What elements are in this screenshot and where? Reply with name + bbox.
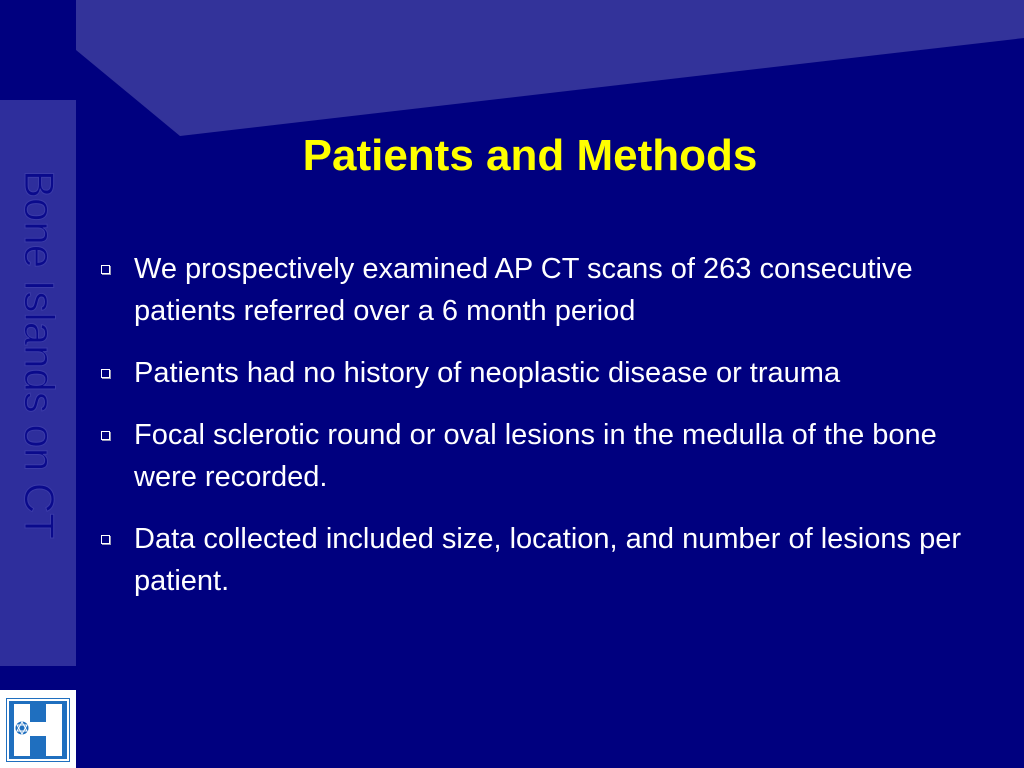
square-bullet-icon <box>101 535 110 544</box>
top-banner-shape <box>0 0 1024 136</box>
bullet-item <box>96 518 996 602</box>
bullet-text: Focal sclerotic round or oval lesions in the medulla of the bone were recorded. <box>134 419 937 493</box>
bullet-item <box>96 248 996 332</box>
slide-title: Patients and Methods <box>302 131 758 180</box>
bullet-item <box>96 352 996 394</box>
bullet-list <box>96 248 996 622</box>
bullet-text: Data collected included size, location, and number of lesions per patient. <box>134 523 961 597</box>
bullet-text: Patients had no history of neoplastic disease or trauma <box>134 357 841 389</box>
bullet-text: We prospectively examined AP CT scans of 263 consecutive patients referred over a 6 month period <box>134 253 913 327</box>
hospital-h-logo-icon <box>0 690 76 768</box>
bullet-item <box>96 414 996 498</box>
hospital-logo <box>0 690 76 768</box>
side-title: Bone Islands on CT <box>16 170 63 539</box>
square-bullet-icon <box>101 369 110 378</box>
square-bullet-icon <box>101 431 110 440</box>
square-bullet-icon <box>101 265 110 274</box>
